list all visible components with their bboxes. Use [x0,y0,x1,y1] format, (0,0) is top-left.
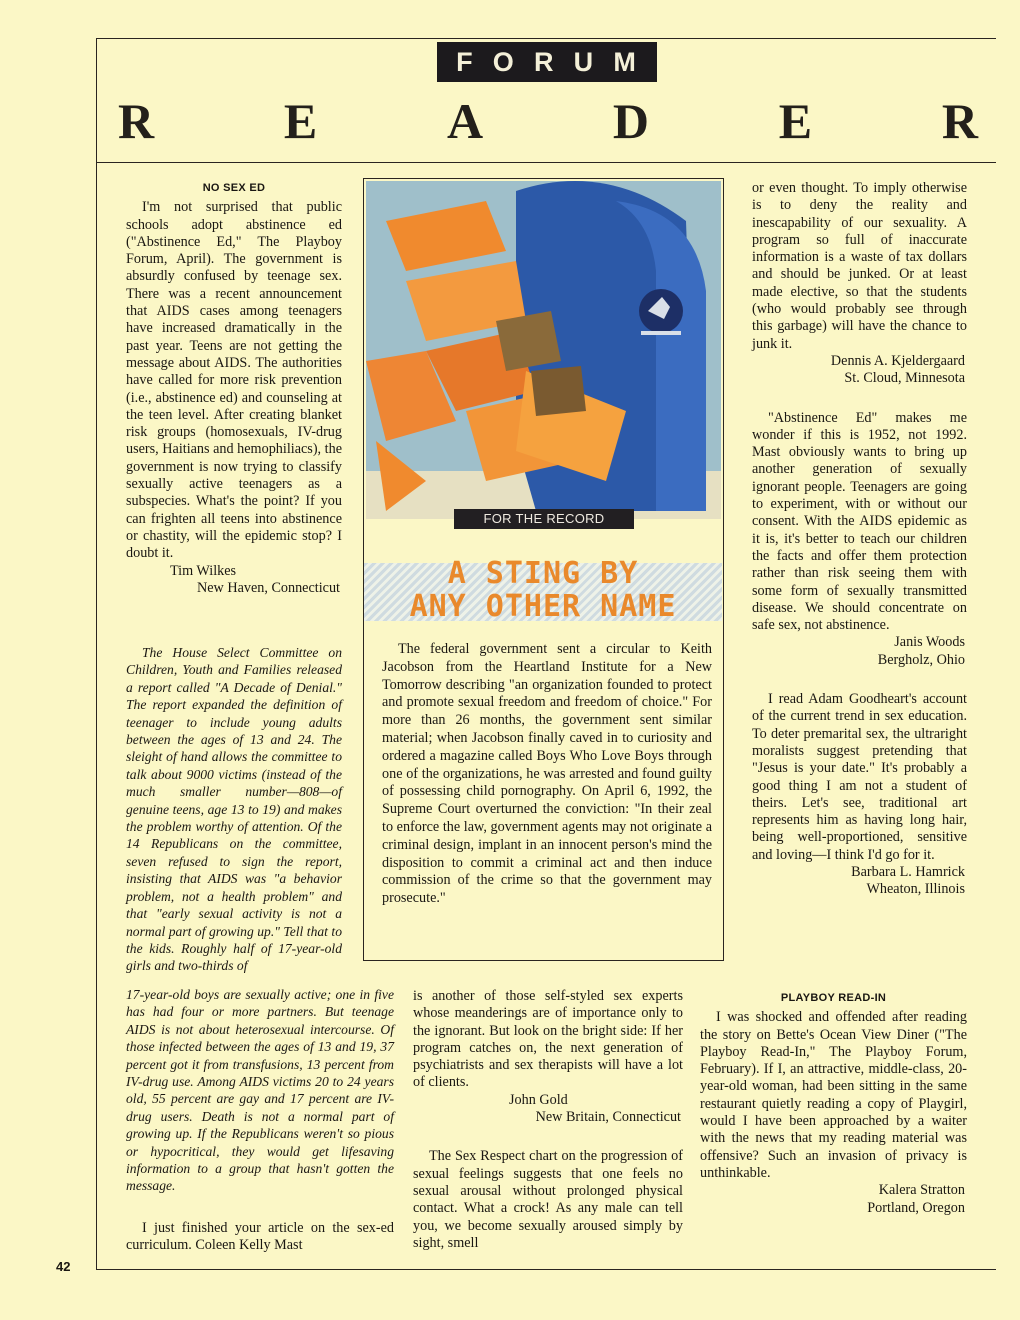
signature-name: Dennis A. Kjeldergaard [830,352,965,369]
reader-letter: E [283,93,318,149]
column-2 [413,988,683,1252]
letter-text: I was shocked and offended after reading the story on Bette's Ocean View Diner ("The Playboy Read-In," The Playboy Forum, February). If I, an attractive, middle-class, 20-year-old woman, had been sitting in the same restaurant quietly reading a copy of Playgirl, would I have been approached by a waiter with the news that my reading material was offensive? Such an invasion of privacy is unthinkable. [700,1009,967,1181]
section-heading: NO SEX ED [202,182,266,194]
letter-text: is another of those self-styled sex experts whose meanderings are of importance only to the ignorant. But look on the bright side: If her program catches on, the next generation of psychiatrists and sex therapists will have a lot of clients. [413,988,683,1091]
letter-text: "Abstinence Ed" makes me wonder if this is 1952, not 1992. Mast obviously wants to bring up another generation of sexually ignorant people. Teenagers are going to experiment, with or without our consent. With the AIDS epidemic as it is, it's better to teach our children the facts and offer them protection rather than risk seeing them with some form of sexually transmitted disease. We should concentrate on safe sex, not abstinence. [752,409,967,634]
forum-letter: F [456,46,475,77]
editor-note-top [126,644,342,975]
letter-text: I'm not surprised that public schools adopt abstinence ed ("Abstinence Ed," The Playboy Forum, April). The government is absurdly confused by teenage sex. There was a recent announcement that AIDS cases among teenagers have increased dramatically in the past year. Teens are not getting the message about AIDS. The authorities have called for more risk prevention (i.e., abstinence ed) and counseling at the teen level. After creating blanket risk groups (homosexuals, IV-drug users, Haitians and hemophiliacs), the government is now trying to classify sexually active teenagers as a subspecies. What's the point? If you can frighten all teens into abstinence or chastity, will the epidemic stop? I doubt it. [126,199,342,562]
column-1-letter2 [126,1220,394,1255]
reader-letter: D [612,93,649,149]
forum-letter: O [492,46,516,77]
signature-name: Kalera Stratton [878,1182,965,1199]
signature-name: Janis Woods [894,634,965,651]
signature [700,1182,967,1217]
reader-letter: A [447,93,484,149]
column-3 [752,180,967,899]
column-1 [126,180,342,597]
signature-name: John Gold [509,1091,568,1108]
signature-name: Tim Wilkes [170,562,237,579]
signature [752,634,967,669]
sidebar-body: The federal government sent a circular to Keith Jacobson from the Heartland Institute for a New Tomorrow describing "an organization founded to protect and promote sexual freedom and freedom of choice." For more than 26 months, the government sent similar material; when Jacobson finally caved in to curiosity and ordered a magazine called Boys Who Love Boys through one of the organizations, he was arrested and found guilty of possessing child pornography. On April 6, 1992, the Supreme Court overturned the conviction: "In their zeal to enforce the law, government agents may not originate a criminal design, implant in an innocent person's mind the disposition to commit a criminal act and then induce commission of the crime so that the government may prosecute." [382,641,712,907]
reader-title [118,92,978,150]
forum-letter: R [533,46,556,77]
signature [126,563,342,598]
signature-place: Bergholz, Ohio [877,651,965,668]
sidebar-box [363,178,724,961]
sidebar-title [364,557,722,623]
forum-letter: U [573,46,596,77]
forum-letter: M [613,46,638,77]
letter-text: I read Adam Goodheart's account of the current trend in sex education. To deter premarital sex, the ultraright moralists suggest pretending that "Jesus is your date." It's probably a good thing I am not a student of theirs. Let's see, traditional art represents him as having long hair, being well-proportioned, sensitive and loving—I think I'd go for it. [752,691,967,863]
signature-place: Portland, Oregon [867,1199,965,1216]
forum-banner [437,42,657,82]
letter-text: I just finished your article on the sex-ed curriculum. Coleen Kelly Mast [126,1220,394,1254]
signature-place: New Haven, Connecticut [196,579,340,596]
page-number: 42 [56,1259,71,1274]
mailbox-illustration [366,181,721,519]
section-heading: PLAYBOY READ-IN [780,992,887,1004]
editor-note: The House Select Committee on Children, Youth and Families released a report called "A Decade of Denial." The report expanded the definition of teenager to include young adults between the ages of 13 and 24. The sleight of hand allows the committee to talk about 9000 victims (instead of the much smaller number—808—of genuine teens, age 13 to 19) and makes the problem worthy of attention. Of the 14 Republicans on the committee, seven refused to sign the report, insisting that AIDS was "a behavior problem, not a health problem" and that "early sexual activity is not a normal part of growing up." Tell that to the kids. Roughly half of 17-year-old girls and two-thirds of [126,645,342,974]
column-3-bottom [700,990,967,1217]
signature [752,353,967,388]
sidebar-title-line1: A STING BY [447,556,639,591]
signature-place: Wheaton, Illinois [866,881,965,898]
reader-letter: R [118,93,155,149]
signature [752,864,967,899]
signature-name: Barbara L. Hamrick [851,863,965,880]
sidebar-title-line2: ANY OTHER NAME [409,589,677,624]
letter-text: The Sex Respect chart on the progression of sexual feelings suggests that one feels no sexual arousal without prolonged physical contact. What a crock! As any male can tell you, we become sexually aroused simply by sight, smell [413,1148,683,1251]
reader-letter: R [941,93,978,149]
header-rule [96,162,996,163]
editor-note-bottom [126,986,394,1195]
signature-place: St. Cloud, Minnesota [844,370,965,387]
letter-text: or even thought. To imply otherwise is to deny the reality and inescapability of our sexuality. A program so full of inaccurate information is a waste of tax dollars and should be junked. Or at least made elective, so that the students (who would probably see through this garbage) will have the chance to junk it. [752,180,967,352]
signature-place: New Britain, Connecticut [535,1109,681,1126]
section-label: FOR THE RECORD [454,509,634,529]
signature [413,1092,683,1127]
reader-letter: E [778,93,813,149]
editor-note-cont: 17-year-old boys are sexually active; one in five has had four or more partners. But teenage AIDS is not about heterosexual intercourse. Of those infected between the ages of 13 and 19, 37 percent got it from transfusions, 13 percent from IV-drug use. Among AIDS victims 20 to 24 years old, 55 percent are gay and 17 percent are IV-drug users. Death is not a normal part of growing up. If the Republicans weren't so pious or hypocritical, they would get lifesaving information to a group that hasn't gotten the message. [126,987,394,1194]
